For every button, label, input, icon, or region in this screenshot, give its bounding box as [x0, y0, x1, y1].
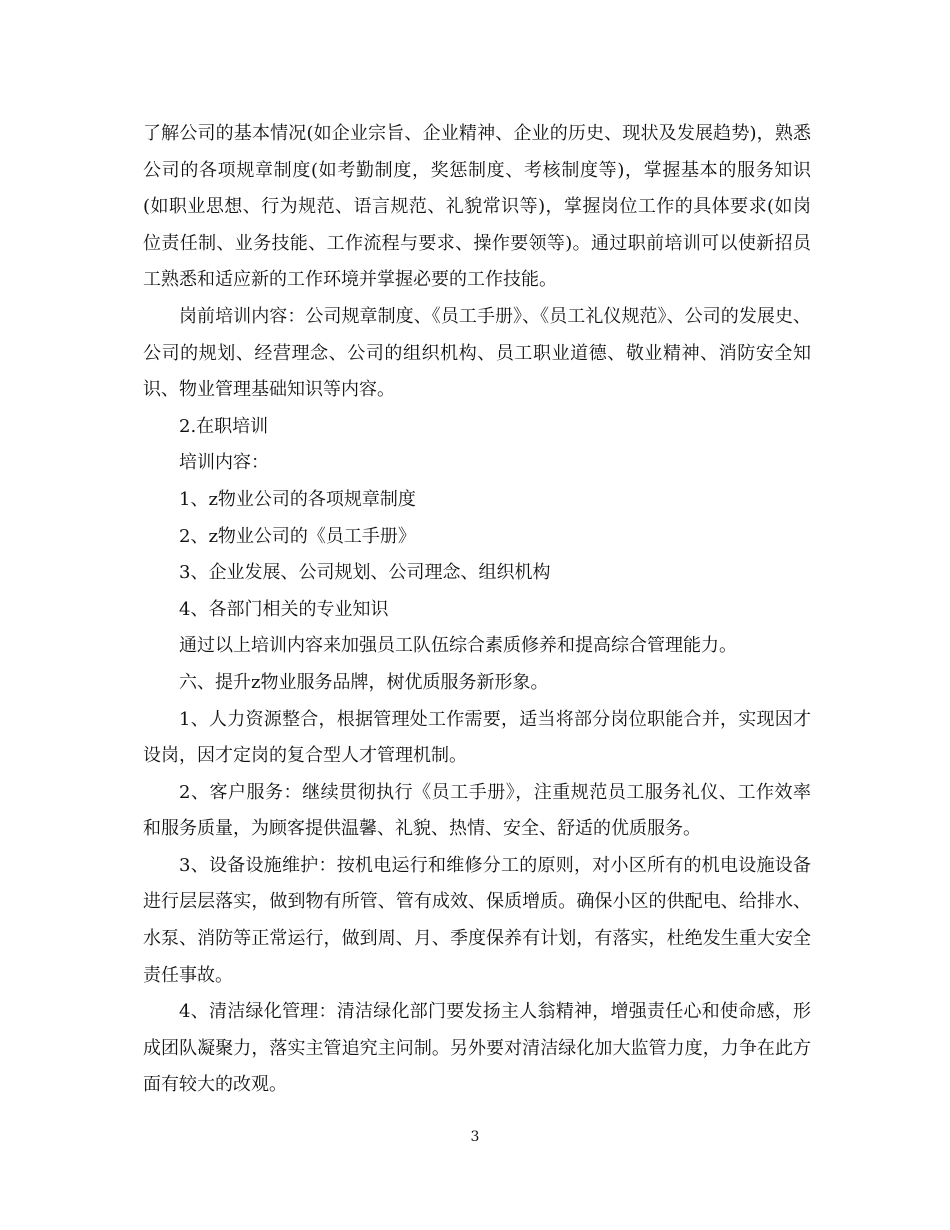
- list-item: 1、z物业公司的各项规章制度: [179, 488, 416, 510]
- heading-inservice-training: 2.在职培训: [179, 415, 269, 437]
- list-item: 2、z物业公司的《员工手册》: [179, 525, 416, 547]
- document-body: [143, 116, 811, 1104]
- paragraph-preservice-content: 岗前培训内容：公司规章制度、《员工手册》、《员工礼仪规范》、公司的发展史、公司的规划、经营理念、公司的组织机构、员工职业道德、敬业精神、消防安全知识、物业管理基础知识等内容。: [143, 305, 811, 401]
- heading-section-six: 六、提升z物业服务品牌，树优质服务新形象。: [179, 671, 549, 693]
- paragraph-company-intro: 了解公司的基本情况(如企业宗旨、企业精神、企业的历史、现状及发展趋势)，熟悉 公司的各项规章制度(如考勤制度，奖惩制度、考核制度等)，掌握基本的服务知识(如职业思想、行为规范、语言规范、礼貌常识等)，掌握岗位工作的具体要求(如岗位责任制、业务技能、工作流程与要求、操作要领等)。通过职前培训可以使新招员工熟悉和适应新的工作环境并掌握必要的工作技能。: [143, 123, 811, 291]
- paragraph-training-summary: 通过以上培训内容来加强员工队伍综合素质修养和提高综合管理能力。: [179, 635, 737, 657]
- paragraph-facility-maintenance: 3、设备设施维护：按机电运行和维修分工的原则，对小区所有的机电设施设备进行层层落实，做到物有所管、管有成效、保质增质。确保小区的供配电、给排水、水泵、消防等正常运行，做到周、月、季度保养有计划，有落实，杜绝发生重大安全责任事故。: [143, 854, 811, 986]
- page-number: 3: [470, 1129, 480, 1145]
- list-item: 4、各部门相关的专业知识: [179, 598, 389, 620]
- paragraph-cleaning-greening: 4、清洁绿化管理：清洁绿化部门要发扬主人翁精神，增强责任心和使命感，形成团队凝聚力，落实主管追究主问制。另外要对清洁绿化加大监管力度，力争在此方面有较大的改观。: [143, 1001, 811, 1096]
- list-item: 3、企业发展、公司规划、公司理念、组织机构: [179, 562, 551, 584]
- heading-training-content: 培训内容：: [179, 452, 269, 474]
- paragraph-hr-integration: 1、人力资源整合，根据管理处工作需要，适当将部分岗位职能合并，实现因才设岗，因才定岗的复合型人才管理机制。: [143, 708, 811, 767]
- paragraph-customer-service: 2、客户服务：继续贯彻执行《员工手册》，注重规范员工服务礼仪、工作效率和服务质量，为顾客提供温馨、礼貌、热情、安全、舒适的优质服务。: [143, 781, 811, 840]
